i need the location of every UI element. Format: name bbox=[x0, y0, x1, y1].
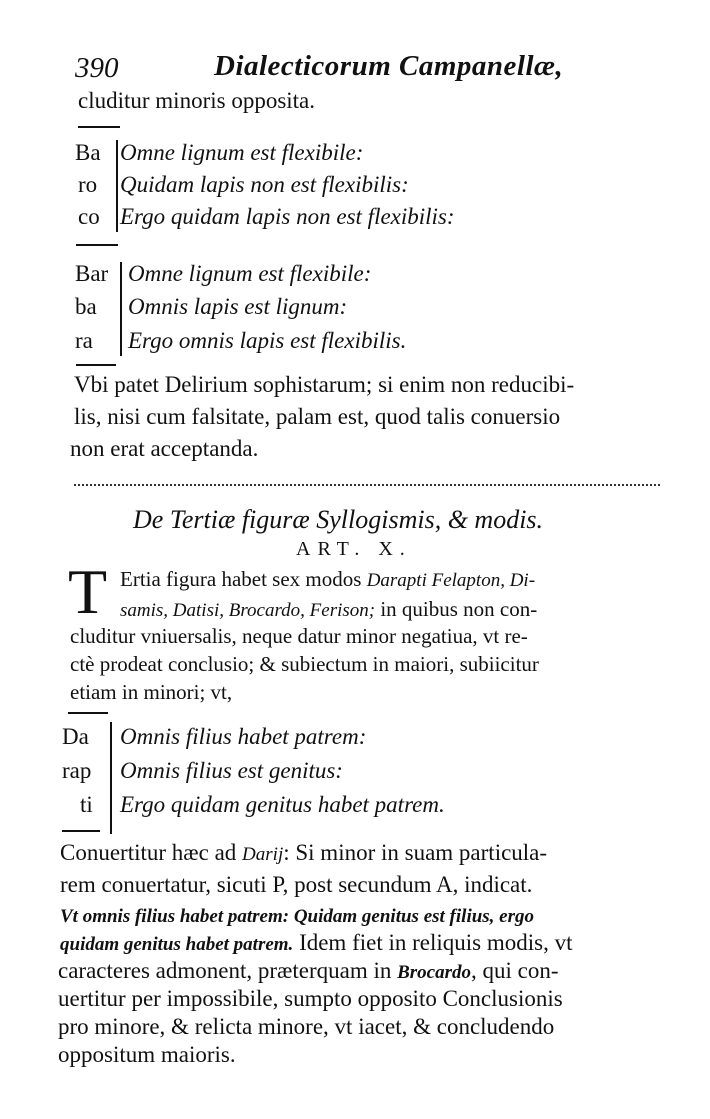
paragraph-line bbox=[60, 840, 547, 866]
section-heading: De Tertiæ figuræ Syllogismis, & modis. bbox=[133, 505, 544, 534]
text-run: : Si minor in suam particula- bbox=[283, 840, 548, 865]
example-syllogism: Vt omnis filius habet patrem: Quidam genitus est filius, ergo bbox=[60, 906, 535, 927]
mnemonic-syllable: Da bbox=[62, 724, 89, 749]
paragraph-line bbox=[60, 902, 534, 928]
paragraph-line: pro minore, & relicta minore, vt iacet, & concludendo bbox=[58, 1014, 555, 1039]
paragraph-line: rem conuertatur, sicuti P, post secundum A, indicat. bbox=[60, 872, 533, 897]
drop-cap: T bbox=[68, 556, 108, 627]
running-head: Dialecticorum Campanellæ, bbox=[214, 50, 564, 82]
mnemonic-syllable: co bbox=[78, 204, 100, 229]
paragraph-line bbox=[120, 596, 537, 622]
syllogism-bottom-rule bbox=[76, 244, 118, 246]
text-run: Conuertitur hæc ad bbox=[60, 840, 243, 865]
mnemonic-syllable: rap bbox=[62, 758, 92, 783]
article-number: ART. X. bbox=[296, 538, 412, 560]
text-run: in quibus non con- bbox=[375, 597, 538, 621]
text-run: caracteres admonent, præterquam in bbox=[58, 958, 398, 983]
paragraph-line: oppositum maioris. bbox=[58, 1042, 236, 1067]
section-divider bbox=[74, 484, 660, 486]
example-conclusion: quidam genitus habet patrem. bbox=[60, 934, 294, 955]
text-run: Ertia figura habet sex modos bbox=[120, 567, 367, 591]
major-premise: Omne lignum est flexibile: bbox=[120, 140, 364, 165]
page-number: 390 bbox=[75, 52, 119, 84]
conclusion: Ergo quidam genitus habet patrem. bbox=[120, 792, 445, 817]
major-premise: Omne lignum est flexibile: bbox=[128, 261, 372, 286]
syllogism-bottom-rule bbox=[76, 364, 116, 366]
paragraph-line: lis, nisi cum falsitate, palam est, quod talis conuersio bbox=[74, 404, 561, 429]
minor-premise: Quidam lapis non est flexibilis: bbox=[120, 172, 409, 197]
mnemonic-syllable: Bar bbox=[75, 261, 109, 286]
minor-premise: Omnis filius est genitus: bbox=[120, 758, 343, 783]
mnemonic-syllable: ro bbox=[78, 172, 98, 197]
paragraph-line bbox=[58, 958, 559, 984]
major-premise: Omnis filius habet patrem: bbox=[120, 724, 367, 749]
text-run: Idem fiet in reliquis modis, vt bbox=[293, 930, 573, 955]
text-run: , qui con- bbox=[471, 958, 559, 983]
intro-line: cluditur minoris opposita. bbox=[78, 88, 316, 113]
mood-names: samis, Datisi, Brocardo, Ferison; bbox=[120, 600, 376, 621]
syllogism-vertical-rule bbox=[110, 722, 112, 834]
conclusion: Ergo quidam lapis non est flexibilis: bbox=[120, 204, 455, 229]
paragraph-line: Vbi patet Delirium sophistarum; si enim non reducibi- bbox=[74, 372, 575, 397]
mnemonic-syllable: ra bbox=[75, 328, 93, 353]
mnemonic-syllable: ba bbox=[75, 294, 97, 319]
conclusion: Ergo omnis lapis est flexibilis. bbox=[128, 328, 407, 353]
syllogism-top-rule bbox=[68, 712, 108, 714]
paragraph-line bbox=[120, 566, 535, 592]
mnemonic-syllable: Ba bbox=[75, 140, 101, 165]
mnemonic-syllable: ti bbox=[80, 792, 93, 817]
paragraph-line bbox=[60, 930, 572, 956]
mood-name: Brocardo bbox=[397, 962, 472, 983]
paragraph-line: ctè prodeat conclusio; & subiectum in maiori, subiicitur bbox=[70, 652, 539, 676]
paragraph-line: cluditur vniuersalis, neque datur minor negatiua, vt re- bbox=[70, 624, 528, 648]
minor-premise: Omnis lapis est lignum: bbox=[128, 294, 348, 319]
paragraph-line: uertitur per impossibile, sumpto opposito Conclusionis bbox=[58, 986, 563, 1011]
syllogism-vertical-rule bbox=[120, 262, 122, 356]
paragraph-line: etiam in minori; vt, bbox=[70, 680, 233, 704]
syllogism-bottom-rule bbox=[62, 830, 100, 832]
paragraph-line: non erat acceptanda. bbox=[70, 436, 259, 461]
mood-name: Darij bbox=[242, 844, 284, 865]
syllogism-top-rule bbox=[78, 126, 120, 128]
mood-names: Darapti Felapton, Di- bbox=[366, 570, 536, 591]
syllogism-vertical-rule bbox=[116, 140, 118, 232]
